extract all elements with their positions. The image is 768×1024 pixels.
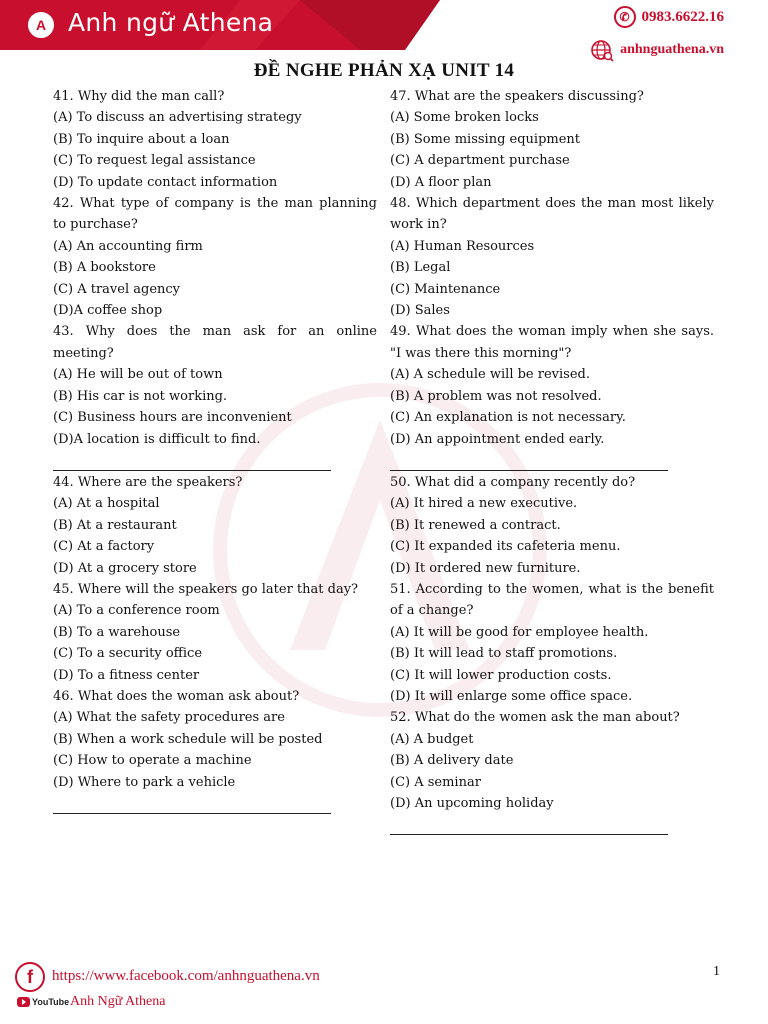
answer-option: (D) To a fitness center [53, 667, 200, 683]
answer-option: (B) Some missing equipment [390, 131, 581, 147]
answer-option: (D)A coffee shop [53, 303, 163, 319]
answer-option: (B) Legal [390, 260, 451, 276]
question-text: 47. What are the speakers discussing? [390, 89, 644, 104]
page-title: ĐỀ NGHE PHẢN XẠ UNIT 14 [253, 60, 515, 81]
answer-option: (C) How to operate a machine [53, 753, 252, 769]
answer-option: (A) Some broken locks [390, 110, 539, 126]
answer-option: (D) It will enlarge some office space. [390, 688, 633, 704]
answer-option: (B) To a warehouse [53, 624, 181, 640]
answer-option: (C) To request legal assistance [53, 153, 256, 169]
phone-contact[interactable] [614, 6, 725, 28]
answer-option: (A) What the safety procedures are [53, 710, 285, 726]
question-text: 52. What do the women ask the man about? [390, 710, 680, 726]
youtube-icon[interactable]: YouTube [17, 997, 69, 1007]
youtube-channel-name[interactable]: Anh Ngữ Athena [70, 994, 166, 1009]
answer-option: (C) It will lower production costs. [390, 667, 612, 683]
athena-logo: A [26, 10, 56, 40]
answer-option: (C) A travel agency [53, 281, 181, 297]
answer-option: (A) At a hospital [53, 496, 160, 512]
answer-option: (C) At a factory [53, 539, 155, 555]
question-48 [390, 193, 714, 321]
answer-option: (A) A schedule will be revised. [390, 367, 590, 383]
question-51 [390, 579, 714, 707]
answer-option: (D) Sales [390, 303, 450, 319]
answer-option: (A) To a conference room [53, 603, 220, 619]
answer-option: (D) An appointment ended early. [390, 431, 605, 447]
right-question-column [390, 86, 714, 836]
answer-option: (B) A bookstore [53, 260, 156, 276]
answer-option: (B) A delivery date [390, 753, 514, 769]
question-41 [53, 86, 377, 193]
section-divider [53, 450, 377, 471]
question-text: 49. What does the woman imply when she says. "I was there this morning"? [390, 324, 714, 361]
facebook-link[interactable]: https://www.facebook.com/anhnguathena.vn [52, 968, 320, 984]
question-43 [53, 321, 377, 449]
question-text: 50. What did a company recently do? [390, 474, 636, 490]
facebook-icon[interactable]: f [15, 962, 45, 992]
answer-option: (C) Maintenance [390, 281, 501, 297]
footer-facebook [0, 962, 768, 992]
question-text: 45. Where will the speakers go later that day? [53, 581, 359, 597]
page-number: 1 [713, 964, 720, 979]
footer-youtube [0, 993, 768, 1013]
website-contact[interactable] [590, 38, 724, 62]
answer-option: (B) It will lead to staff promotions. [390, 646, 618, 662]
phone-number: 0983.6622.16 [641, 8, 724, 25]
question-50 [390, 472, 714, 579]
answer-option: (D) Where to park a vehicle [53, 774, 236, 790]
question-47 [390, 86, 714, 193]
answer-option: (D) At a grocery store [53, 560, 197, 576]
brand-name: Anh ngữ Athena [68, 8, 274, 37]
answer-option: (A) A budget [390, 731, 474, 747]
answer-option: (B) His car is not working. [53, 388, 228, 404]
answer-option: (C) Business hours are inconvenient [53, 410, 292, 426]
answer-option: (D)A location is difficult to find. [53, 431, 261, 447]
answer-option: (A) Human Resources [390, 238, 535, 254]
left-question-column [53, 86, 377, 815]
question-text: 48. Which department does the man most likely work in? [390, 196, 714, 233]
answer-option: (B) At a restaurant [53, 517, 177, 533]
answer-option: (C) A seminar [390, 774, 481, 790]
answer-option: (C) An explanation is not necessary. [390, 410, 626, 426]
answer-option: (D) It ordered new furniture. [390, 560, 581, 576]
answer-option: (A) It will be good for employee health. [390, 624, 649, 640]
section-divider [390, 450, 714, 471]
answer-option: (D) A floor plan [390, 174, 492, 190]
answer-option: (B) When a work schedule will be posted [53, 731, 323, 747]
answer-option: (A) He will be out of town [53, 367, 223, 383]
question-text: 43. Why does the man ask for an online meeting? [53, 324, 377, 361]
question-text: 46. What does the woman ask about? [53, 688, 300, 704]
question-45 [53, 579, 377, 686]
answer-option: (B) It renewed a contract. [390, 517, 561, 533]
answer-option: (B) To inquire about a loan [53, 131, 230, 147]
question-text: 51. According to the women, what is the benefit of a change? [390, 581, 714, 619]
answer-option: (A) An accounting firm [53, 238, 203, 254]
question-52 [390, 707, 714, 814]
phone-icon: ✆ [614, 6, 636, 28]
section-divider [53, 793, 377, 814]
question-text: 42. What type of company is the man planning to purchase? [53, 196, 377, 233]
question-text: 44. Where are the speakers? [53, 474, 243, 490]
answer-option: (B) A problem was not resolved. [390, 388, 602, 404]
answer-option: (D) To update contact information [53, 174, 278, 190]
question-44 [53, 472, 377, 579]
answer-option: (C) A department purchase [390, 153, 570, 169]
answer-option: (A) It hired a new executive. [390, 496, 578, 512]
globe-icon [590, 38, 614, 62]
website-link: anhnguathena.vn [620, 42, 724, 57]
answer-option: (C) To a security office [53, 646, 203, 662]
answer-option: (A) To discuss an advertising strategy [53, 110, 302, 126]
question-46 [53, 686, 377, 793]
question-49 [390, 321, 714, 449]
answer-option: (D) An upcoming holiday [390, 796, 554, 811]
answer-option: (C) It expanded its cafeteria menu. [390, 539, 621, 555]
question-text: 41. Why did the man call? [53, 89, 225, 104]
section-divider [390, 814, 714, 835]
question-42 [53, 193, 377, 321]
